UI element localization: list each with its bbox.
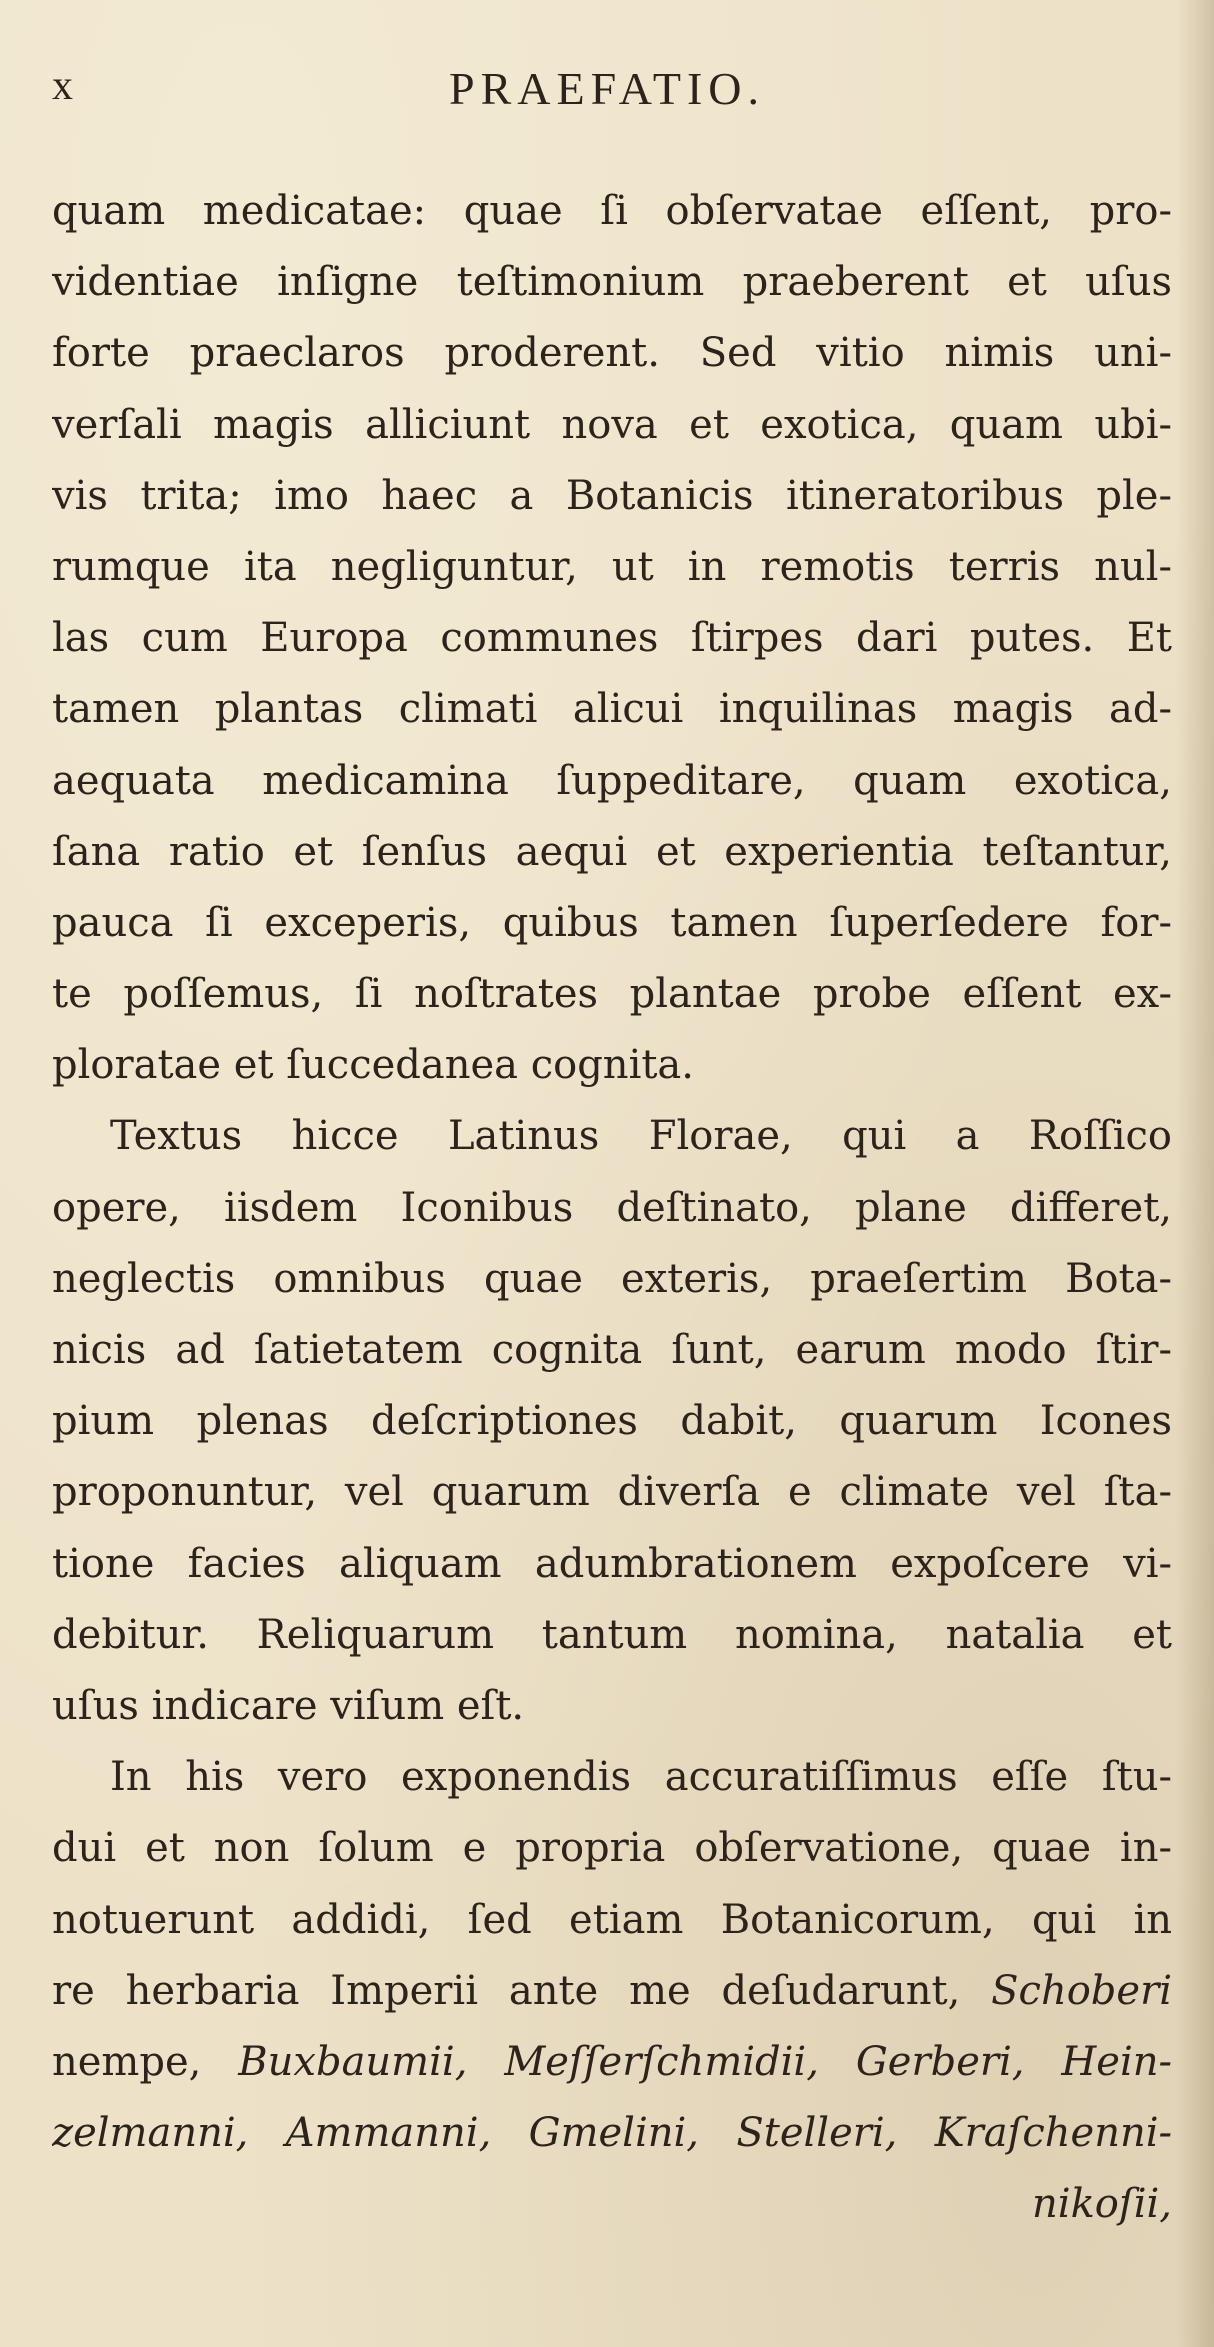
- italic-name: Meſſerſchmidii,: [504, 2038, 819, 2085]
- roman-text: nempe,: [52, 2038, 202, 2085]
- text-line: las cum Europa communes ſtirpes dari putes. Et: [52, 615, 1172, 662]
- running-title: PRAEFATIO.: [448, 63, 765, 114]
- text-line: proponuntur, vel quarum diverſa e climate vel ſta-: [52, 1469, 1172, 1516]
- paragraph-end-line: uſus indicare viſum eſt.: [52, 1682, 525, 1729]
- text-line: forte praeclaros proderent. Sed vitio nimis uni-: [52, 330, 1172, 377]
- running-head: [52, 62, 1162, 132]
- catchword: [52, 2169, 1172, 2240]
- text-line: notuerunt addidi, ſed etiam Botanicorum, qui in: [52, 1896, 1172, 1943]
- text-line: opere, iisdem Iconibus deſtinato, plane differet,: [52, 1184, 1172, 1231]
- italic-name: Kraſchenni-: [934, 2110, 1172, 2157]
- italic-name: Schoberi: [991, 1967, 1172, 2014]
- text-line: dui et non ſolum e propria obſervatione, quae in-: [52, 1825, 1172, 1872]
- text-line: nicis ad ſatietatem cognita ſunt, earum modo ſtir-: [52, 1327, 1172, 1373]
- text-line-mixed: [52, 1956, 1172, 2027]
- text-line: vis trita; imo haec a Botanicis itineratoribus ple-: [52, 472, 1172, 519]
- paragraph-start-line: In his vero exponendis accuratiſſimus eſſe ſtu-: [110, 1754, 1172, 1801]
- text-line: ſana ratio et ſenſus aequi et experientia teſtantur,: [52, 828, 1172, 875]
- italic-name: Stelleri,: [736, 2110, 898, 2157]
- italic-name: Ammanni,: [285, 2110, 492, 2157]
- text-line: rumque ita negliguntur, ut in remotis terris nul-: [52, 543, 1172, 590]
- text-line: pium plenas deſcriptiones dabit, quarum Icones: [52, 1398, 1172, 1445]
- text-line: aequata medicamina ſuppeditare, quam exotica,: [52, 757, 1172, 804]
- italic-name: zelmanni,: [52, 2110, 249, 2157]
- text-line: quam medicatae: quae ſi obſervatae eſſent, pro-: [52, 188, 1172, 234]
- page-number: x: [52, 63, 74, 109]
- text-line: debitur. Reliquarum tantum nomina, natalia et: [52, 1611, 1172, 1658]
- paragraph-end-line: ploratae et ſuccedanea cognita.: [52, 1042, 694, 1089]
- text-line: neglectis omnibus quae exteris, praeſertim Bota-: [52, 1255, 1172, 1302]
- italic-name: Buxbaumii,: [238, 2038, 468, 2085]
- italic-name: Hein-: [1061, 2038, 1172, 2085]
- text-line: videntiae inſigne teſtimonium praeberent et uſus: [52, 259, 1172, 306]
- text-line: pauca ſi exceperis, quibus tamen ſuperſedere for-: [52, 899, 1172, 946]
- catchword-text: nikoſii,: [1032, 2181, 1172, 2228]
- text-line-mixed: [52, 2027, 1172, 2098]
- text-line: te poſſemus, ſi noſtrates plantae probe eſſent ex-: [52, 971, 1172, 1018]
- text-line-mixed: [52, 2098, 1172, 2169]
- italic-name: Gmelini,: [528, 2110, 700, 2157]
- text-line: verſali magis alliciunt nova et exotica, quam ubi-: [52, 401, 1172, 448]
- body-text: [52, 176, 1172, 2240]
- paragraph-start-line: Textus hicce Latinus Florae, qui a Roſſico: [110, 1113, 1172, 1160]
- text-line: tione facies aliquam adumbrationem expoſcere vi-: [52, 1540, 1172, 1587]
- italic-name: Gerberi,: [855, 2038, 1025, 2085]
- text-line: tamen plantas climati alicui inquilinas magis ad-: [52, 686, 1172, 733]
- roman-text: re herbaria Imperii ante me deſudarunt,: [52, 1967, 961, 2014]
